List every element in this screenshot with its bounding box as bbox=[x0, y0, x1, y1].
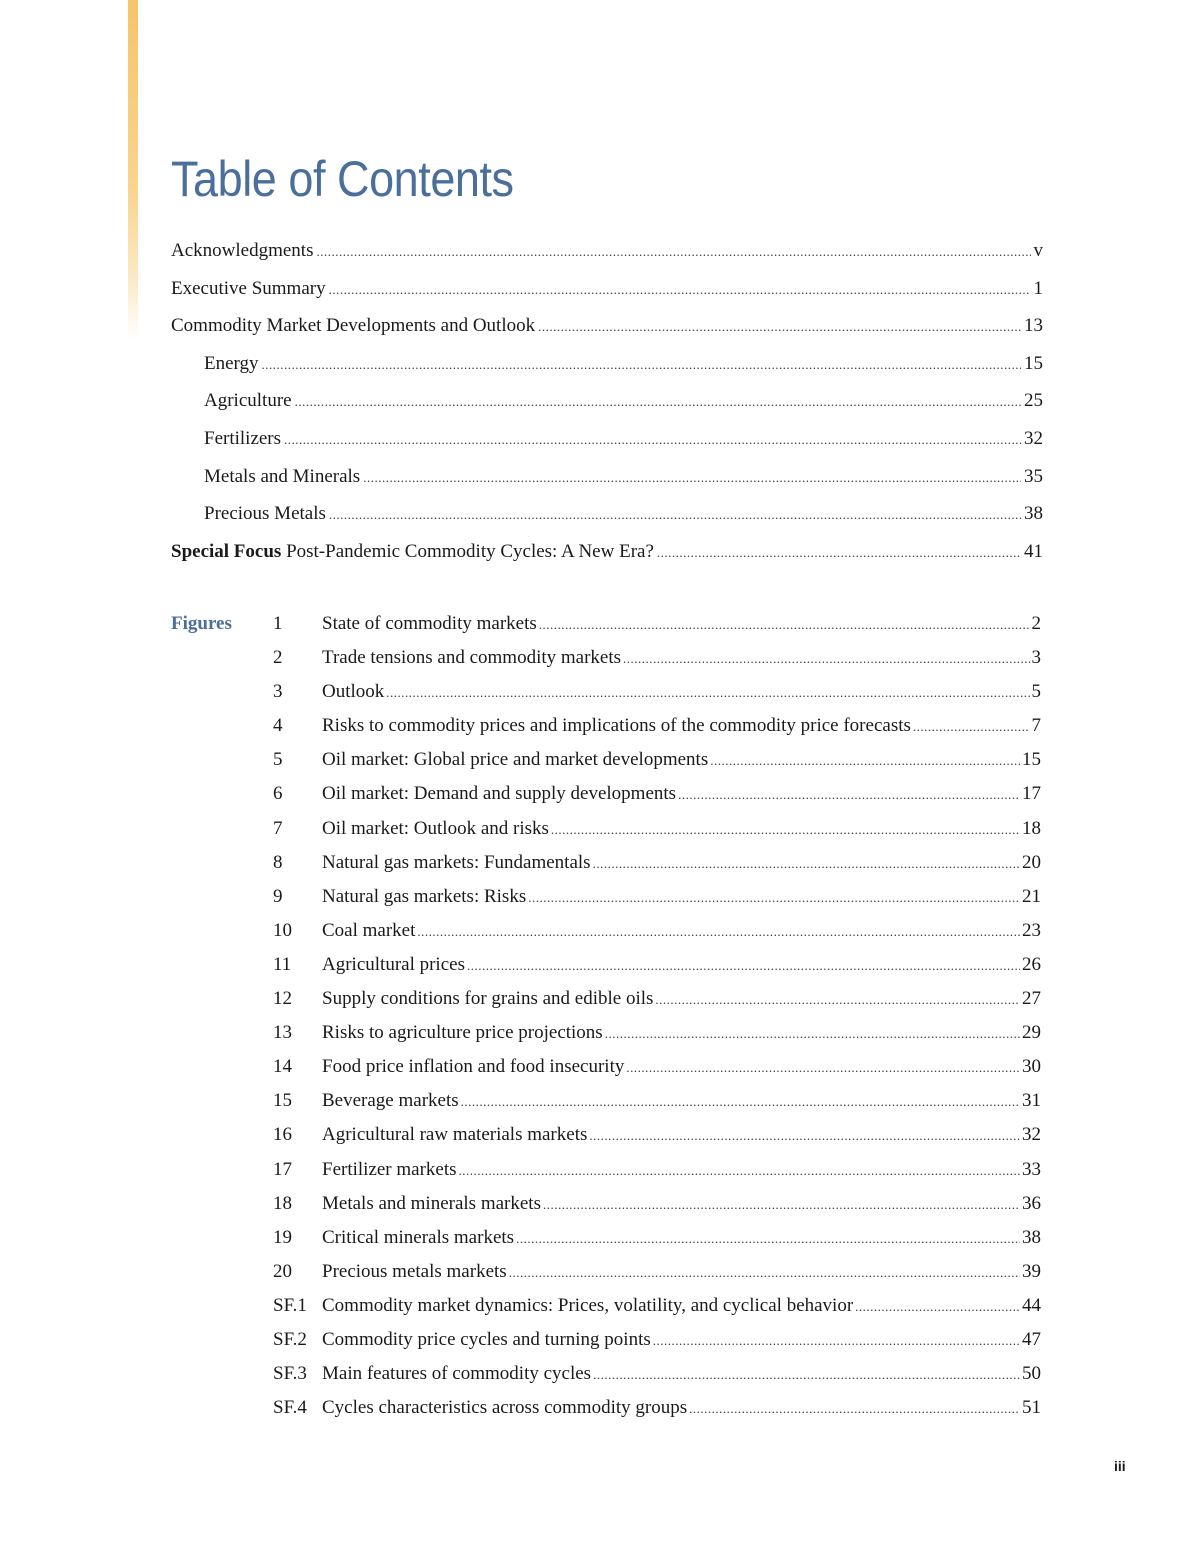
figure-page: 47 bbox=[1022, 1328, 1041, 1350]
figure-page: 33 bbox=[1022, 1158, 1041, 1180]
figure-number: 2 bbox=[273, 647, 283, 669]
figure-number: SF.3 bbox=[273, 1363, 307, 1385]
figure-title: Supply conditions for grains and edible oils bbox=[322, 988, 654, 1010]
figure-number: 14 bbox=[273, 1056, 292, 1078]
figure-title: Cycles characteristics across commodity groups bbox=[322, 1397, 688, 1419]
figure-entry[interactable] bbox=[273, 1220, 1041, 1254]
figure-page: 39 bbox=[1022, 1260, 1041, 1282]
figure-page: 23 bbox=[1022, 919, 1041, 941]
toc-subentry[interactable] bbox=[171, 353, 1043, 391]
side-accent-bar bbox=[128, 0, 138, 340]
figure-entry[interactable] bbox=[273, 1288, 1041, 1322]
figure-entry[interactable] bbox=[273, 1049, 1041, 1083]
figure-title: Main features of commodity cycles bbox=[322, 1363, 592, 1385]
toc-entry[interactable] bbox=[171, 240, 1043, 278]
toc-entry-label: Commodity Market Developments and Outlook bbox=[171, 315, 536, 337]
figure-entry[interactable] bbox=[273, 1322, 1041, 1356]
figure-page: 26 bbox=[1022, 953, 1041, 975]
toc-entry-page: 1 bbox=[1033, 277, 1043, 299]
figure-entry[interactable] bbox=[273, 1356, 1041, 1390]
dot-leader bbox=[710, 743, 1020, 779]
figure-page: 38 bbox=[1022, 1226, 1041, 1248]
dot-leader bbox=[461, 1084, 1020, 1120]
figure-title: Commodity price cycles and turning points bbox=[322, 1328, 651, 1350]
figure-page: 20 bbox=[1022, 851, 1041, 873]
figure-title: Agricultural raw materials markets bbox=[322, 1124, 588, 1146]
figure-entry[interactable] bbox=[273, 708, 1041, 742]
toc-entry-label: Precious Metals bbox=[204, 503, 326, 525]
figure-entry[interactable] bbox=[273, 879, 1041, 913]
toc-entry-page: 41 bbox=[1024, 540, 1043, 562]
figure-page: 3 bbox=[1031, 647, 1041, 669]
figure-title: Outlook bbox=[322, 681, 385, 703]
figure-number: 7 bbox=[273, 817, 283, 839]
figure-page: 32 bbox=[1022, 1124, 1041, 1146]
figure-entry[interactable] bbox=[273, 606, 1041, 640]
figure-number: 13 bbox=[273, 1022, 292, 1044]
figure-page: 17 bbox=[1022, 783, 1041, 805]
dot-leader bbox=[543, 1187, 1020, 1223]
dot-leader bbox=[855, 1289, 1020, 1325]
toc-entry-page: 38 bbox=[1024, 503, 1043, 525]
dot-leader bbox=[593, 846, 1020, 882]
dot-leader bbox=[262, 357, 1021, 373]
toc-entry-page: v bbox=[1033, 240, 1043, 261]
dot-leader bbox=[678, 777, 1020, 813]
figure-page: 5 bbox=[1031, 681, 1041, 703]
figure-title: Natural gas markets: Risks bbox=[322, 885, 527, 907]
figure-number: 8 bbox=[273, 851, 283, 873]
toc-entry-label: Agriculture bbox=[204, 390, 292, 412]
figure-page: 2 bbox=[1031, 613, 1041, 634]
figure-number: 16 bbox=[273, 1124, 292, 1146]
figure-entry[interactable] bbox=[273, 1152, 1041, 1186]
toc-entry-label bbox=[171, 541, 654, 563]
figure-page: 7 bbox=[1031, 715, 1041, 737]
toc-subentry[interactable] bbox=[171, 466, 1043, 504]
figure-title: Oil market: Global price and market developments bbox=[322, 749, 709, 771]
page-title: Table of Contents bbox=[171, 151, 514, 207]
dot-leader bbox=[538, 319, 1021, 335]
dot-leader bbox=[363, 470, 1021, 486]
toc-list bbox=[171, 240, 1043, 578]
figure-title: Risks to commodity prices and implications of the commodity price forecasts bbox=[322, 715, 911, 737]
dot-leader bbox=[589, 1118, 1020, 1154]
figure-number: 9 bbox=[273, 885, 283, 907]
dot-leader bbox=[316, 244, 1030, 260]
figure-title: Oil market: Outlook and risks bbox=[322, 817, 549, 839]
special-focus-prefix: Special Focus bbox=[171, 540, 282, 562]
dot-leader bbox=[528, 880, 1020, 916]
figure-title: Food price inflation and food insecurity bbox=[322, 1056, 625, 1078]
figure-title: Commodity market dynamics: Prices, volatility, and cyclical behavior bbox=[322, 1294, 854, 1316]
figure-entry[interactable] bbox=[273, 1254, 1041, 1288]
dot-leader bbox=[689, 1391, 1020, 1427]
figure-entry[interactable] bbox=[273, 947, 1041, 981]
toc-entry-page: 32 bbox=[1024, 427, 1043, 449]
figure-entry[interactable] bbox=[273, 776, 1041, 810]
dot-leader bbox=[605, 1016, 1020, 1052]
dot-leader bbox=[459, 1153, 1020, 1189]
toc-entry-label: Executive Summary bbox=[171, 277, 326, 299]
figure-entry[interactable] bbox=[273, 1117, 1041, 1151]
toc-entry[interactable] bbox=[171, 278, 1043, 316]
dot-leader bbox=[623, 641, 1029, 677]
figure-page: 18 bbox=[1022, 817, 1041, 839]
dot-leader bbox=[467, 948, 1020, 984]
dot-leader bbox=[655, 982, 1020, 1018]
figure-page: 50 bbox=[1022, 1363, 1041, 1385]
toc-entry-page: 15 bbox=[1024, 352, 1043, 374]
figures-list bbox=[273, 606, 1041, 1424]
figure-page: 30 bbox=[1022, 1056, 1041, 1078]
figure-number: SF.4 bbox=[273, 1397, 307, 1419]
figure-entry[interactable] bbox=[273, 640, 1041, 674]
dot-leader bbox=[913, 709, 1030, 745]
figure-entry[interactable] bbox=[273, 1390, 1041, 1424]
figure-entry[interactable] bbox=[273, 1083, 1041, 1117]
toc-entry-page: 13 bbox=[1024, 315, 1043, 337]
figures-heading: Figures bbox=[171, 613, 232, 634]
figure-number: 18 bbox=[273, 1192, 292, 1214]
figure-number: SF.2 bbox=[273, 1328, 307, 1350]
dot-leader bbox=[516, 1221, 1020, 1257]
toc-entry-label: Fertilizers bbox=[204, 427, 282, 449]
figure-page: 31 bbox=[1022, 1090, 1041, 1112]
dot-leader bbox=[509, 1255, 1020, 1291]
toc-entry-page: 35 bbox=[1024, 465, 1043, 487]
toc-entry-label: Acknowledgments bbox=[171, 240, 314, 261]
toc-subentry[interactable] bbox=[171, 428, 1043, 466]
figure-title: Precious metals markets bbox=[322, 1260, 507, 1282]
toc-subentry[interactable] bbox=[171, 503, 1043, 541]
toc-special-focus[interactable] bbox=[171, 541, 1043, 579]
figure-page: 51 bbox=[1022, 1397, 1041, 1419]
dot-leader bbox=[653, 1323, 1020, 1359]
figure-number: 3 bbox=[273, 681, 283, 703]
dot-leader bbox=[539, 607, 1030, 643]
toc-entry-label: Energy bbox=[204, 352, 259, 374]
figure-number: 19 bbox=[273, 1226, 292, 1248]
figure-title: Risks to agriculture price projections bbox=[322, 1022, 603, 1044]
figure-title: State of commodity markets bbox=[322, 613, 537, 634]
figure-title: Fertilizer markets bbox=[322, 1158, 457, 1180]
toc-entry-label: Metals and Minerals bbox=[204, 465, 361, 487]
figure-number: SF.1 bbox=[273, 1294, 307, 1316]
figure-page: 44 bbox=[1022, 1294, 1041, 1316]
dot-leader bbox=[329, 507, 1021, 523]
figure-entry[interactable] bbox=[273, 913, 1041, 947]
figure-page: 21 bbox=[1022, 885, 1041, 907]
dot-leader bbox=[551, 812, 1020, 848]
dot-leader bbox=[417, 914, 1020, 950]
figure-number: 1 bbox=[273, 613, 283, 634]
figure-title: Metals and minerals markets bbox=[322, 1192, 541, 1214]
dot-leader bbox=[626, 1050, 1020, 1086]
figure-page: 27 bbox=[1022, 988, 1041, 1010]
figure-entry[interactable] bbox=[273, 1186, 1041, 1220]
figure-entry[interactable] bbox=[273, 742, 1041, 776]
figure-number: 11 bbox=[273, 953, 292, 975]
dot-leader bbox=[295, 394, 1021, 410]
figure-entry[interactable] bbox=[273, 674, 1041, 708]
figure-title: Oil market: Demand and supply developments bbox=[322, 783, 677, 805]
figure-number: 15 bbox=[273, 1090, 292, 1112]
figure-page: 36 bbox=[1022, 1192, 1041, 1214]
toc-entry[interactable] bbox=[171, 315, 1043, 353]
figure-title: Beverage markets bbox=[322, 1090, 459, 1112]
figure-number: 6 bbox=[273, 783, 283, 805]
figure-page: 29 bbox=[1022, 1022, 1041, 1044]
figure-number: 4 bbox=[273, 715, 283, 737]
figure-number: 20 bbox=[273, 1260, 292, 1282]
figure-number: 10 bbox=[273, 919, 292, 941]
page-number: iii bbox=[1114, 1458, 1126, 1474]
figure-title: Trade tensions and commodity markets bbox=[322, 647, 622, 669]
figure-title: Natural gas markets: Fundamentals bbox=[322, 851, 591, 873]
figure-entry[interactable] bbox=[273, 811, 1041, 845]
dot-leader bbox=[657, 545, 1021, 561]
special-focus-title: Post-Pandemic Commodity Cycles: A New Era? bbox=[286, 540, 654, 562]
figure-entry[interactable] bbox=[273, 981, 1041, 1015]
figure-page: 15 bbox=[1022, 749, 1041, 771]
figure-number: 12 bbox=[273, 988, 292, 1010]
figure-title: Critical minerals markets bbox=[322, 1226, 515, 1248]
toc-subentry[interactable] bbox=[171, 390, 1043, 428]
figure-title: Coal market bbox=[322, 919, 416, 941]
dot-leader bbox=[329, 282, 1031, 298]
figure-title: Agricultural prices bbox=[322, 953, 465, 975]
dot-leader bbox=[386, 675, 1029, 711]
figure-number: 5 bbox=[273, 749, 283, 771]
figure-entry[interactable] bbox=[273, 1015, 1041, 1049]
figure-entry[interactable] bbox=[273, 845, 1041, 879]
dot-leader bbox=[593, 1357, 1020, 1393]
dot-leader bbox=[284, 432, 1021, 448]
toc-entry-page: 25 bbox=[1024, 390, 1043, 412]
figure-number: 17 bbox=[273, 1158, 292, 1180]
